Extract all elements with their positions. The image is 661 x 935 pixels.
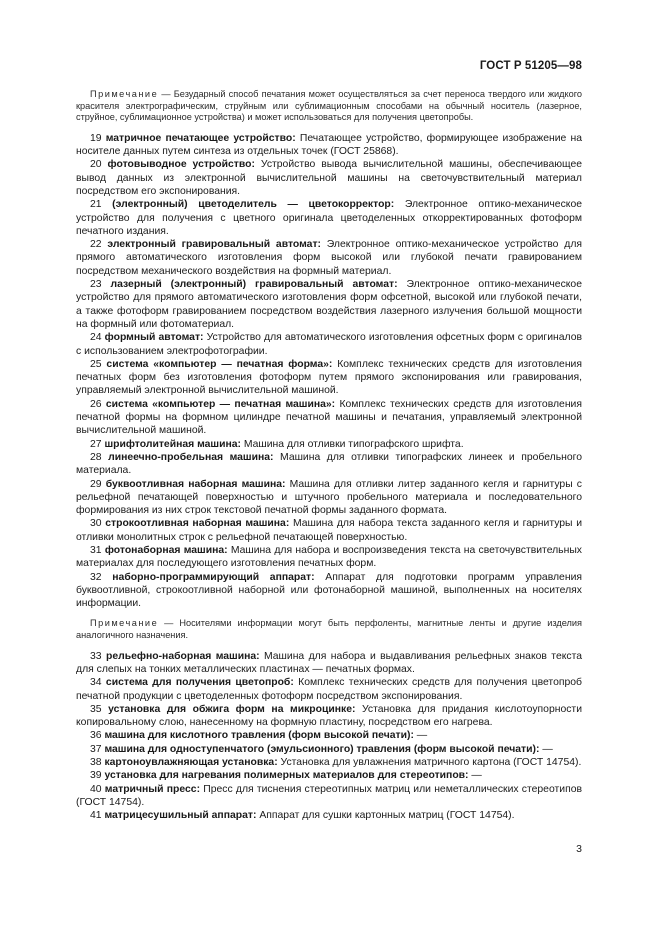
item-definition: Комплекс технических средств для изготовления печатной формы на формном цилиндре печатной машины и печатания, управляемый электронной вычислительной машиной. bbox=[76, 398, 582, 437]
item-term: матрицесушильный аппарат: bbox=[104, 810, 257, 822]
item-definition: Машина для набора текста заданного кегля и гарнитуры и отливки монолитных строк с рельефной печатающей поверхностью. bbox=[76, 518, 582, 543]
note-1 bbox=[76, 89, 582, 124]
note-text: — Носителями информации могут быть перфоленты, магнитные ленты и другие изделия аналогичного назначения. bbox=[76, 618, 582, 641]
definition-item bbox=[76, 438, 582, 451]
definition-item bbox=[76, 743, 582, 756]
item-number: 23 bbox=[90, 279, 102, 291]
item-term: система «компьютер — печатная форма»: bbox=[106, 358, 333, 370]
item-term: (электронный) цветоделитель — цветокорректор: bbox=[112, 199, 395, 211]
item-term: машина для одноступенчатого (эмульсионного) травления (форм высокой печати): bbox=[104, 743, 540, 755]
item-term: система для получения цветопроб: bbox=[105, 677, 294, 689]
item-definition: Пресс для тиснения стереотипных матриц или неметаллических стереотипов (ГОСТ 14754). bbox=[76, 783, 583, 808]
note-label: Примечание bbox=[90, 618, 159, 629]
item-definition: Аппарат для сушки картонных матриц (ГОСТ 14754). bbox=[256, 810, 515, 822]
definition-item bbox=[76, 158, 582, 198]
item-term: фотонаборная машина: bbox=[104, 544, 228, 556]
item-definition: Аппарат для подготовки программ управления буквоотливной, строкоотливной наборной или фотонаборной машиной, выполненных на носителях информации. bbox=[76, 571, 583, 610]
item-definition: Комплекс технических средств для изготовления печатных форм без изготовления фотоформ путем прямого экспонирования или гравирования, управляемый электронной вычислительной машиной. bbox=[76, 358, 582, 397]
item-definition: Установка для увлажнения матричного картона (ГОСТ 14754). bbox=[277, 757, 582, 769]
item-definition: — bbox=[539, 743, 553, 755]
item-number: 20 bbox=[90, 159, 102, 171]
item-number: 28 bbox=[90, 451, 102, 463]
definition-item bbox=[76, 783, 582, 810]
definition-item bbox=[76, 478, 582, 518]
definition-item bbox=[76, 571, 582, 611]
item-definition: Устройство вывода вычислительной машины, обеспечивающее вывод данных из электронной вычислительной машины на светочувствительный материал посредством его экспонирования. bbox=[76, 159, 583, 197]
item-definition: Машина для отливки литер заданного кегля и гарнитуры с рельефной печатающей поверхностью и штучного пробельного материала и последовательного формирования из них строк текстовой печатной формы заданного формата. bbox=[76, 478, 582, 517]
item-number: 38 bbox=[90, 757, 102, 769]
definition-item bbox=[76, 331, 582, 358]
item-number: 30 bbox=[90, 518, 102, 530]
definition-item bbox=[76, 756, 582, 769]
item-term: матричный пресс: bbox=[104, 783, 201, 795]
note-text: — Безударный способ печатания может осуществляться за счет переноса твердого или жидкого красителя электрографическим, струйным или сублимационным способами на обычный носитель (лазерное, струйное, сублимационное устройства) и может использоваться для получения цветопробы. bbox=[76, 89, 582, 123]
item-term: картоноувлажняющая установка: bbox=[104, 757, 278, 769]
definition-item bbox=[76, 676, 582, 703]
item-definition: — bbox=[413, 730, 428, 742]
item-term: линеечно-пробельная машина: bbox=[108, 451, 274, 463]
note-2 bbox=[76, 618, 582, 641]
item-term: система «компьютер — печатная машина»: bbox=[105, 398, 336, 410]
item-number: 36 bbox=[90, 730, 102, 742]
item-term: установка для обжига форм на микроцинке: bbox=[108, 703, 356, 715]
item-definition: — bbox=[468, 770, 482, 782]
item-term: шрифтолитейная машина: bbox=[104, 438, 241, 450]
item-number: 25 bbox=[90, 358, 102, 370]
item-number: 33 bbox=[90, 650, 102, 662]
item-term: установка для нагревания полимерных материалов для стереотипов: bbox=[104, 770, 469, 782]
item-number: 29 bbox=[90, 478, 102, 490]
item-term: формный автомат: bbox=[104, 332, 204, 344]
item-definition: Печатающее устройство, формирующее изображение на носителе данных путем синтеза из отдельных точек (ГОСТ 25868). bbox=[76, 132, 583, 158]
item-number: 37 bbox=[90, 743, 102, 755]
item-number: 24 bbox=[90, 332, 102, 344]
definition-item bbox=[76, 544, 582, 571]
definition-item bbox=[76, 198, 582, 238]
item-number: 40 bbox=[90, 783, 102, 795]
item-term: лазерный (электронный) гравировальный автомат: bbox=[110, 279, 398, 291]
item-definition: Машина для отливки типографских линеек и пробельного материала. bbox=[76, 451, 582, 477]
item-number: 35 bbox=[90, 703, 102, 715]
item-number: 32 bbox=[90, 571, 102, 583]
item-definition: Устройство для автоматического изготовления офсетных форм с оригиналов с использованием электрофотографии. bbox=[76, 332, 582, 357]
document-header: ГОСТ Р 51205—98 bbox=[479, 60, 582, 72]
definitions-list-a bbox=[76, 132, 582, 611]
document-body bbox=[76, 80, 582, 823]
item-number: 39 bbox=[90, 770, 102, 782]
item-number: 34 bbox=[90, 677, 102, 689]
item-definition: Установка для придания кислотоупорности копировальному слою, нанесенному на формную пластину, посредством его нагрева. bbox=[76, 703, 582, 729]
item-number: 31 bbox=[90, 544, 102, 556]
item-number: 26 bbox=[90, 398, 102, 410]
definition-item bbox=[76, 132, 582, 159]
item-term: строкоотливная наборная машина: bbox=[105, 518, 290, 530]
definition-item bbox=[76, 278, 582, 331]
item-term: рельефно-наборная машина: bbox=[105, 650, 260, 662]
definition-item bbox=[76, 358, 582, 398]
note-label: Примечание bbox=[90, 89, 159, 99]
item-number: 21 bbox=[90, 199, 102, 211]
definition-item bbox=[76, 769, 582, 782]
item-number: 41 bbox=[90, 810, 102, 822]
definition-item bbox=[76, 398, 582, 438]
item-number: 19 bbox=[90, 132, 102, 144]
item-definition: Комплекс технических средств для получения цветопроб печатной продукции с цветоделенных фотоформ посредством экспонирования. bbox=[76, 677, 582, 702]
item-definition: Машина для набора и воспроизведения текста на светочувствительных материалах для последующего изготовления печатных форм. bbox=[76, 544, 583, 570]
item-term: электронный гравировальный автомат: bbox=[107, 239, 322, 251]
definitions-list-b bbox=[76, 650, 582, 823]
item-term: машина для кислотного травления (форм высокой печати): bbox=[104, 730, 414, 742]
item-definition: Машина для отливки типографского шрифта. bbox=[240, 438, 464, 450]
item-definition: Электронное оптико-механическое устройство для получения с цветного оригинала цветоделенных откорректированных фотоформ печатного издания. bbox=[76, 199, 583, 237]
item-term: матричное печатающее устройство: bbox=[105, 132, 296, 144]
item-definition: Машина для набора и выдавливания рельефных знаков текста для слепых на тонких металлических пластинах — печатных формах. bbox=[76, 650, 583, 675]
definition-item bbox=[76, 703, 582, 730]
item-number: 22 bbox=[90, 239, 102, 251]
item-term: фотовыводное устройство: bbox=[107, 159, 255, 171]
item-definition: Электронное оптико-механическое устройство для прямого автоматического изготовления форм офсетной, высокой или глубокой печати, а также фотоформ гравированием посредством воздействия лазерного излучения большой мощности на формный или фотоматериал. bbox=[76, 279, 582, 330]
definition-item bbox=[76, 451, 582, 478]
definition-item bbox=[76, 238, 582, 278]
item-definition: Электронное оптико-механическое устройство для прямого автоматического изготовления форм высокой или глубокой печати гравированием посредством механического воздействия на формный материал. bbox=[76, 239, 583, 277]
definition-item bbox=[76, 517, 582, 544]
item-term: буквоотливная наборная машина: bbox=[105, 478, 286, 490]
item-term: наборно-программирующий аппарат: bbox=[112, 571, 315, 583]
definition-item bbox=[76, 809, 582, 822]
definition-item bbox=[76, 729, 582, 742]
item-number: 27 bbox=[90, 438, 102, 450]
page-number: 3 bbox=[576, 843, 582, 855]
definition-item bbox=[76, 650, 582, 677]
